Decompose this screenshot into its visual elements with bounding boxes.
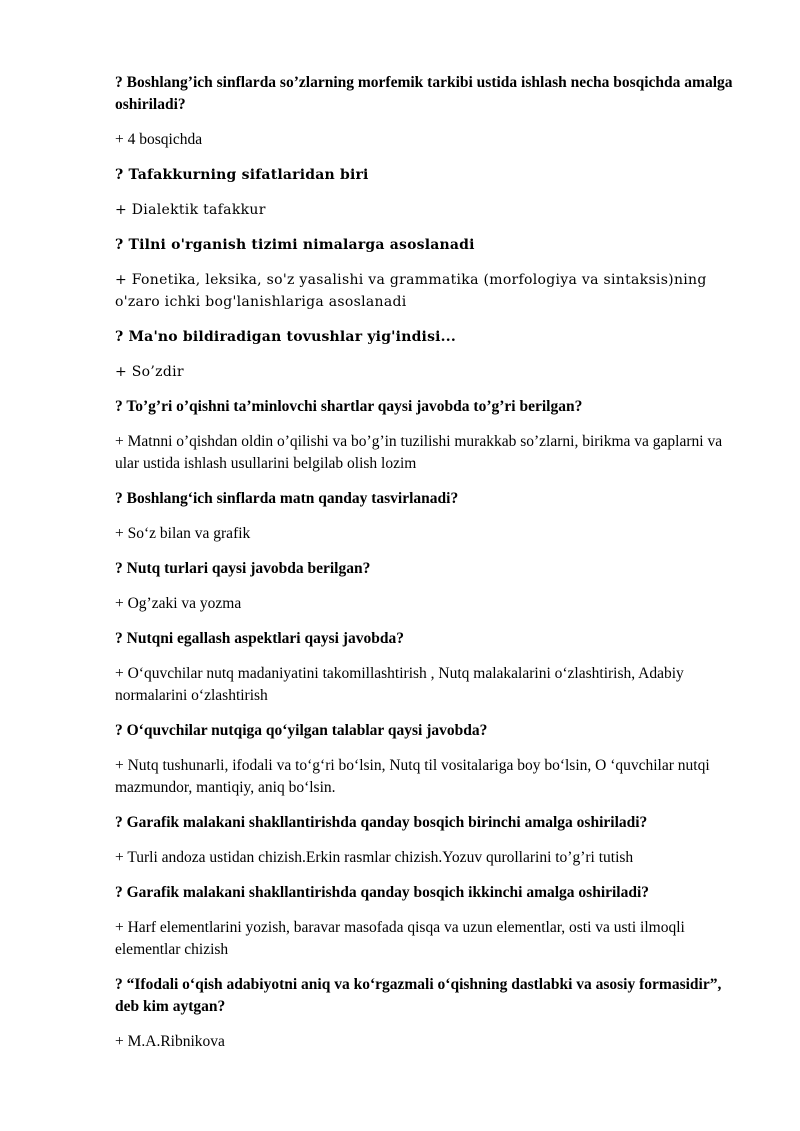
question-11: ? Garafik malakani shakllantirishda qanday bosqich ikkinchi amalga oshiriladi? bbox=[115, 884, 650, 901]
question-9: ? O‘quvchilar nutqiga qo‘yilgan talablar qaysi javobda? bbox=[115, 722, 488, 739]
answer-8: + O‘quvchilar nutq madaniyatini takomillashtirish , Nutq malakalarini o‘zlashtirish, Adabiy normalarini o‘zlashtirish bbox=[115, 665, 684, 704]
answer-6: + So‘z bilan va grafik bbox=[115, 525, 251, 542]
answer-10: + Turli andoza ustidan chizish.Erkin rasmlar chizish.Yozuv qurollarini to’g’ri tutish bbox=[115, 849, 634, 866]
question-10: ? Garafik malakani shakllantirishda qanday bosqich birinchi amalga oshiriladi? bbox=[115, 814, 648, 831]
answer-2: + Dialektik tafakkur bbox=[115, 202, 266, 218]
answer-7: + Og’zaki va yozma bbox=[115, 595, 242, 612]
question-7: ? Nutq turlari qaysi javobda berilgan? bbox=[115, 560, 371, 577]
document-page bbox=[115, 72, 740, 1066]
question-2: ? Tafakkurning sifatlaridan biri bbox=[115, 167, 369, 183]
answer-3: + Fonetika, leksika, so'z yasalishi va grammatika (morfologiya va sintaksis)ning o'zaro ichki bog'lanishlariga asoslanadi bbox=[115, 272, 707, 310]
question-5: ? To’g’ri o’qishni ta’minlovchi shartlar qaysi javobda to’g’ri berilgan? bbox=[115, 398, 583, 415]
answer-4: + So’zdir bbox=[115, 364, 184, 380]
answer-1: + 4 bosqichda bbox=[115, 131, 203, 148]
question-8: ? Nutqni egallash aspektlari qaysi javobda? bbox=[115, 630, 404, 647]
question-6: ? Boshlang‘ich sinflarda matn qanday tasvirlanadi? bbox=[115, 490, 459, 507]
question-1: ? Boshlang’ich sinflarda so’zlarning morfemik tarkibi ustida ishlash necha bosqichda amalga oshiriladi? bbox=[115, 74, 733, 113]
question-3: ? Tilni o'rganish tizimi nimalarga asoslanadi bbox=[115, 237, 475, 253]
answer-5: + Matnni o’qishdan oldin o’qilishi va bo’g’in tuzilishi murakkab so’zlarni, birikma va gaplarni va ular ustida ishlash usullarini belgilab olish lozim bbox=[115, 433, 723, 472]
question-4: ? Ma'no bildiradigan tovushlar yig'indisi... bbox=[115, 329, 456, 345]
answer-11: + Harf elementlarini yozish, baravar masofada qisqa va uzun elementlar, osti va usti ilmoqli elementlar chizish bbox=[115, 919, 685, 958]
answer-12: + M.A.Ribnikova bbox=[115, 1033, 225, 1050]
answer-9: + Nutq tushunarli, ifodali va to‘g‘ri bo‘lsin, Nutq til vositalariga boy bo‘lsin, O ‘quvchilar nutqi mazmundor, mantiqiy, aniq bo‘lsin. bbox=[115, 757, 710, 796]
question-12: ? “Ifodali o‘qish adabiyotni aniq va ko‘rgazmali o‘qishning dastlabki va asosiy formasidir”, deb kim aytgan? bbox=[115, 976, 722, 1015]
